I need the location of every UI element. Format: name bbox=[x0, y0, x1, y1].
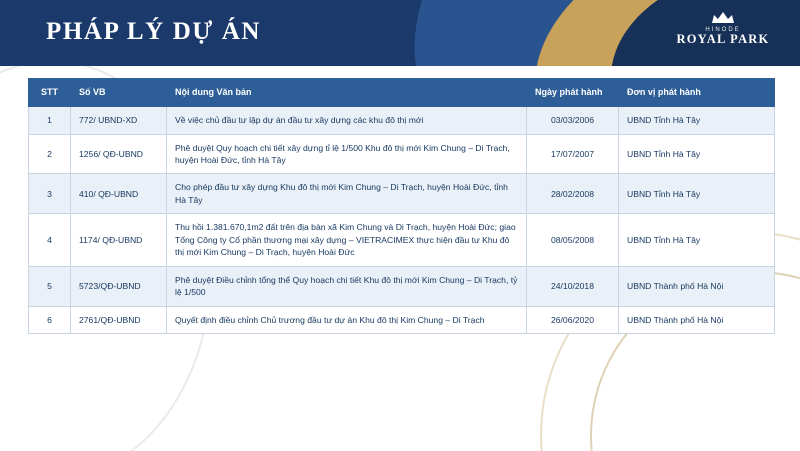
cell-stt: 1 bbox=[29, 107, 71, 134]
cell-don-vi: UBND Thành phố Hà Nội bbox=[619, 266, 775, 306]
cell-ngay: 28/02/2008 bbox=[527, 174, 619, 214]
cell-noi-dung: Phê duyệt Quy hoạch chi tiết xây dựng tỉ lệ 1/500 Khu đô thị mới Kim Chung – Di Trạch, huyện Hoài Đức, tỉnh Hà Tây bbox=[167, 134, 527, 174]
cell-noi-dung: Cho phép đầu tư xây dựng Khu đô thị mới Kim Chung – Di Trạch, huyện Hoài Đức, tỉnh Hà Tây bbox=[167, 174, 527, 214]
column-header-stt: STT bbox=[29, 79, 71, 107]
column-header-ngay-phat-hanh: Ngày phát hành bbox=[527, 79, 619, 107]
cell-don-vi: UBND Tỉnh Hà Tây bbox=[619, 134, 775, 174]
cell-don-vi: UBND Tỉnh Hà Tây bbox=[619, 174, 775, 214]
cell-ngay: 26/06/2020 bbox=[527, 306, 619, 333]
cell-don-vi: UBND Tỉnh Hà Tây bbox=[619, 214, 775, 266]
cell-so-vb: 1174/ QĐ-UBND bbox=[71, 214, 167, 266]
cell-stt: 4 bbox=[29, 214, 71, 266]
cell-stt: 2 bbox=[29, 134, 71, 174]
column-header-don-vi: Đơn vị phát hành bbox=[619, 79, 775, 107]
table-row bbox=[29, 214, 775, 266]
table-row bbox=[29, 174, 775, 214]
cell-so-vb: 772/ UBND-XD bbox=[71, 107, 167, 134]
table-header-row bbox=[29, 79, 775, 107]
cell-don-vi: UBND Tỉnh Hà Tây bbox=[619, 107, 775, 134]
table-row bbox=[29, 306, 775, 333]
cell-noi-dung: Phê duyệt Điều chỉnh tổng thể Quy hoạch chi tiết Khu đô thị mới Kim Chung – Di Trạch, tỷ lệ 1/500 bbox=[167, 266, 527, 306]
table-body bbox=[29, 107, 775, 334]
cell-stt: 3 bbox=[29, 174, 71, 214]
page-title: PHÁP LÝ DỰ ÁN bbox=[46, 18, 262, 45]
cell-noi-dung: Thu hồi 1.381.670,1m2 đất trên địa bàn xã Kim Chung và Di Trạch, huyện Hoài Đức; giao Tổng Công ty Cổ phần thương mại xây dựng – VIETRACIMEX thực hiện đầu tư Khu đô thị mới Kim Chung – Di Trạch, huyện Hoài Đức bbox=[167, 214, 527, 266]
cell-ngay: 08/05/2008 bbox=[527, 214, 619, 266]
cell-ngay: 03/03/2006 bbox=[527, 107, 619, 134]
cell-ngay: 17/07/2007 bbox=[527, 134, 619, 174]
table-row bbox=[29, 134, 775, 174]
brand-logo bbox=[668, 10, 778, 56]
cell-stt: 6 bbox=[29, 306, 71, 333]
crown-icon bbox=[710, 10, 736, 26]
cell-so-vb: 410/ QĐ-UBND bbox=[71, 174, 167, 214]
cell-noi-dung: Về việc chủ đầu tư lập dự án đầu tư xây dựng các khu đô thị mới bbox=[167, 107, 527, 134]
table-row bbox=[29, 266, 775, 306]
column-header-so-vb: Số VB bbox=[71, 79, 167, 107]
table-header bbox=[29, 79, 775, 107]
legal-documents-table bbox=[28, 78, 775, 334]
cell-so-vb: 2761/QĐ-UBND bbox=[71, 306, 167, 333]
cell-don-vi: UBND Thành phố Hà Nội bbox=[619, 306, 775, 333]
legal-documents-table-wrap bbox=[28, 78, 774, 334]
brand-top-label: HINODE bbox=[705, 27, 741, 33]
table-row bbox=[29, 107, 775, 134]
cell-ngay: 24/10/2018 bbox=[527, 266, 619, 306]
brand-main-label: ROYAL PARK bbox=[676, 32, 770, 46]
cell-so-vb: 5723/QĐ-UBND bbox=[71, 266, 167, 306]
cell-stt: 5 bbox=[29, 266, 71, 306]
cell-so-vb: 1256/ QĐ-UBND bbox=[71, 134, 167, 174]
column-header-noi-dung: Nội dung Văn bản bbox=[167, 79, 527, 107]
cell-noi-dung: Quyết định điều chỉnh Chủ trương đầu tư dự án Khu đô thị Kim Chung – Di Trạch bbox=[167, 306, 527, 333]
